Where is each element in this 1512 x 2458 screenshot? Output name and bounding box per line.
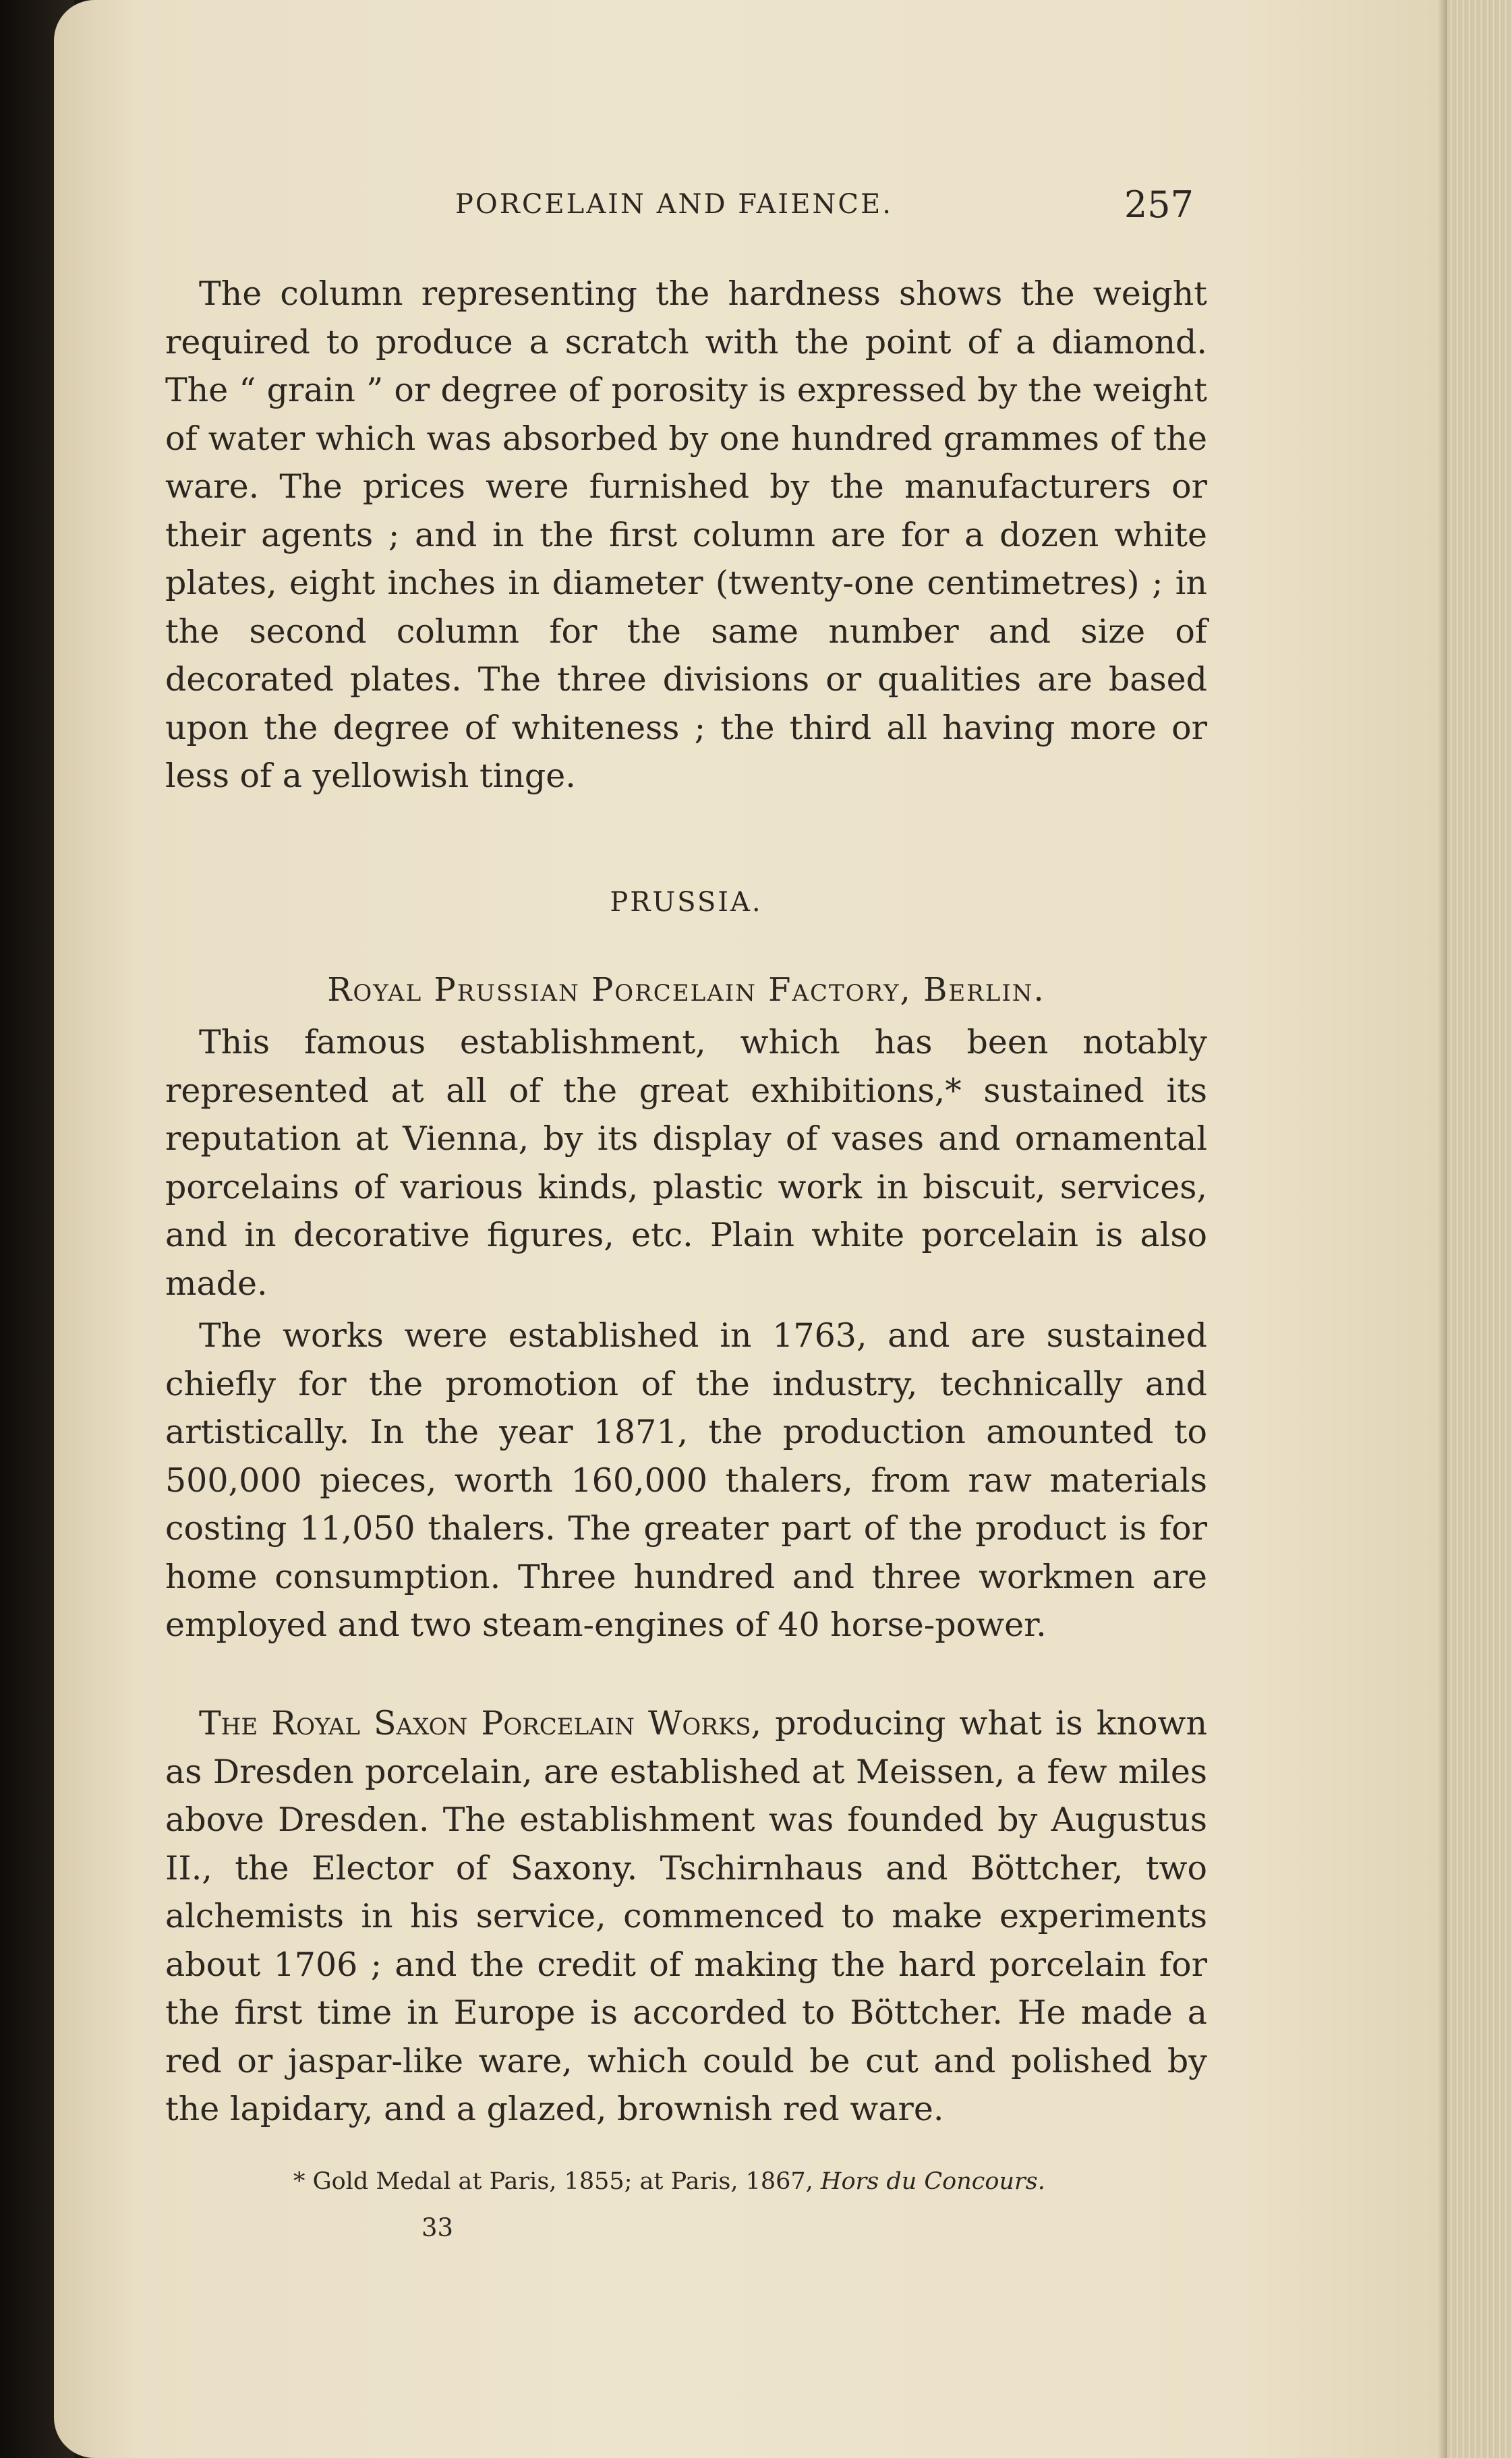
paragraph-works-history: The works were established in 1763, and are sustained chiefly for the promotion of the industry, technically and artistically. In the year 1871, the production amounted to 500,000 pieces, worth 160,000 thalers, from raw materials costing 11,050 thalers. The greater part of the product is for home consumption. Three hundred and three workmen are employed and two steam-engines of 40 horse-power.	[165, 1316, 1207, 1644]
running-head-title: PORCELAIN AND FAIENCE.	[455, 189, 893, 220]
section-title: PRUSSIA.	[610, 887, 763, 918]
footnote-italic: Hors du Concours.	[820, 2168, 1045, 2195]
saxon-works-text: producing what is known as Dresden porcelain, are established at Meissen, a few miles above Dresden. The establishment was founded by Augustus II., the Elector of Saxony. Tschirnhaus and Böttcher, two alchemists in his service, commenced to make experiments about 1706 ; and the credit of making the hard porcelain for the first time in Europe is accorded to Böttcher. He made a red or jaspar-like ware, which could be cut and polished by the lapidary, and a glazed, brownish red ware.	[165, 1704, 1207, 2128]
paragraph-table-notes: The column representing the hardness shows the weight required to produce a scratch with the point of a diamond. The “ grain ” or degree of porosity is expressed by the weight of water which was absorbed by one hundred grammes of the ware. The prices were furnished by the manufacturers or their agents ; and in the first column are for a dozen white plates, eight inches in diameter (twenty-one centimetres) ; in the second column for the same number and size of decorated plates. The three divisions or qualities are based upon the degree of whiteness ; the third all having more or less of a yellowish tinge.	[165, 274, 1207, 795]
saxon-works-lead: The Royal Saxon Porcelain Works,	[199, 1704, 762, 1743]
page-edges	[1447, 0, 1512, 2458]
sub-heading: Royal Prussian Porcelain Factory, Berlin.	[327, 971, 1045, 1009]
page-number: 257	[1124, 183, 1194, 226]
paragraph-saxon-works	[165, 1699, 1207, 2134]
footnote	[293, 2168, 1045, 2195]
signature-mark: 33	[421, 2213, 454, 2242]
footnote-text: * Gold Medal at Paris, 1855; at Paris, 1867,	[293, 2168, 821, 2195]
paragraph-berlin-factory: This famous establishment, which has been notably represented at all of the great exhibitions,* sustained its reputation at Vienna, by its display of vases and ornamental porcelains of various kinds, plastic work in biscuit, services, and in decorative figures, etc. Plain white porcelain is also made.	[165, 1023, 1207, 1303]
page-edge-shadow	[1438, 0, 1447, 2458]
running-head	[165, 183, 1207, 231]
